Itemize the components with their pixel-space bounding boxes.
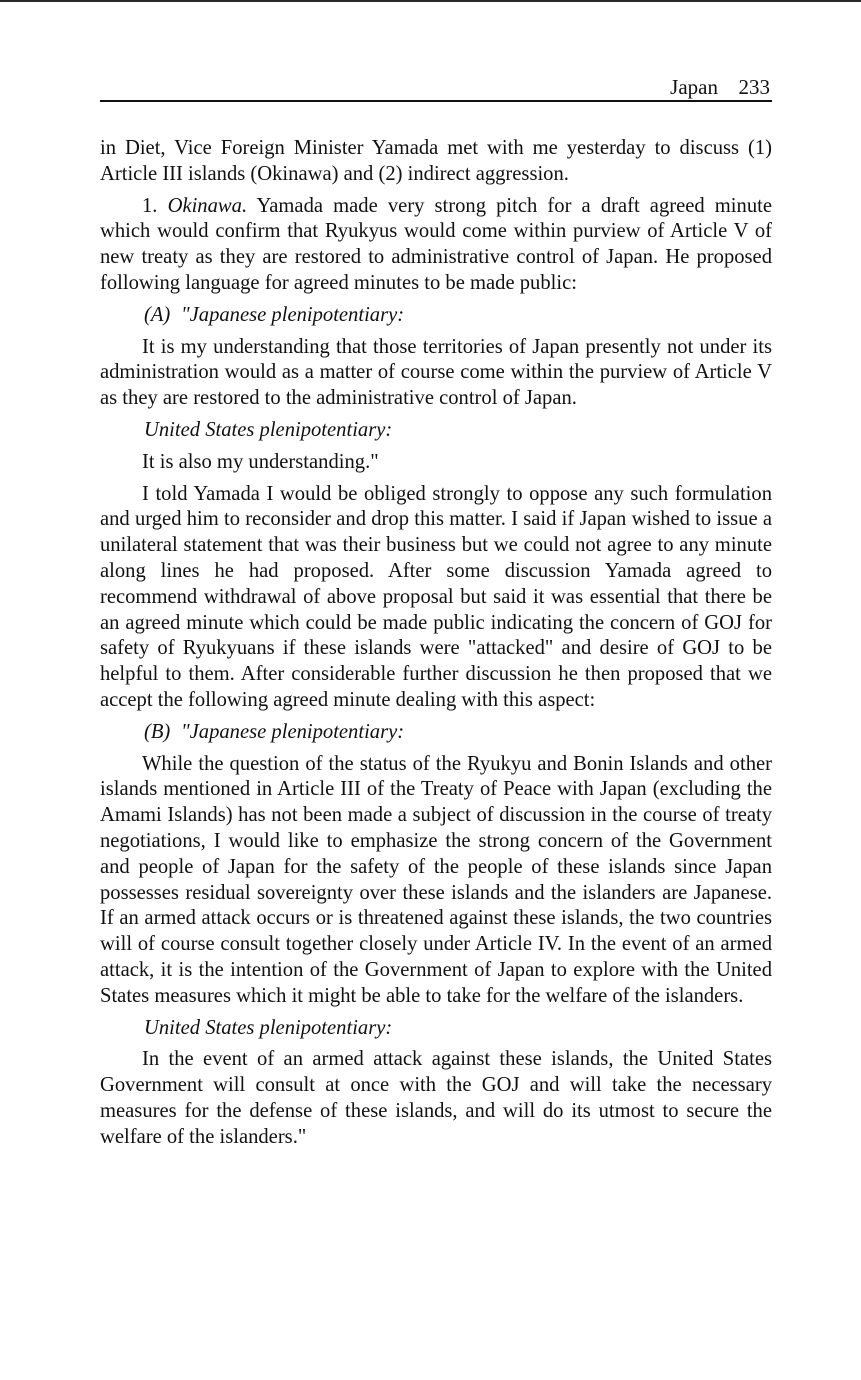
- running-header: [100, 74, 772, 102]
- paragraph-continuation: in Diet, Vice Foreign Minister Yamada met with me yesterday to discuss (1) Article III islands (Okinawa) and (2) indirect aggression.: [100, 137, 772, 185]
- paragraph-japan-statement-a: It is my understanding that those territories of Japan presently not under its administration would as a matter of course come within the purview of Article V as they are restored to the administrative control of Japan.: [100, 335, 772, 410]
- minute-letter-a: (A): [144, 303, 171, 326]
- paragraph-us-statement-a: It is also my understanding.": [142, 450, 379, 473]
- document-body: [100, 136, 772, 1156]
- minute-speaker-us-b: United States plenipotentiary:: [144, 1016, 393, 1039]
- paragraph-japan-statement-b: While the question of the status of the Ryukyu and Bonin Islands and other islands mentioned in Article III of the Treaty of Peace with Japan (excluding the Amami Islands) has not been made a subject of discussion in the course of treaty negotiations, I would like to emphasize the strong concern of the Government and people of Japan for the safety of the people of these islands since Japan possesses residual sovereignty over these islands and the islanders are Japanese. If an armed attack occurs or is threatened against these islands, the two countries will of course consult together closely under Article IV. In the event of an armed attack, it is the intention of the Government of Japan to explore with the United States measures which it might be able to take for the welfare of the islanders.: [100, 752, 772, 1007]
- minute-letter-b: (B): [144, 720, 171, 743]
- paragraph-us-statement-b: In the event of an armed attack against these islands, the United States Government will consult at once with the GOJ and will take the necessary measures for the defense of these islands, and will do its utmost to secure the welfare of the islanders.": [100, 1048, 772, 1148]
- item-number: 1.: [142, 194, 158, 217]
- minute-label-b: [100, 720, 772, 746]
- minute-label-a: [100, 303, 772, 329]
- minute-speaker-japan-b: "Japanese plenipotentiary:: [181, 720, 405, 743]
- minute-speaker-japan-a: "Japanese plenipotentiary:: [181, 303, 405, 326]
- paragraph-discussion: I told Yamada I would be obliged strongly to oppose any such formulation and urged him to reconsider and drop this matter. I said if Japan wished to issue a unilateral statement that was their business but we could not agree to any minute along lines he had proposed. After some discussion Yamada agreed to recommend withdrawal of above proposal but said it was essential that there be an agreed minute which could be made public indicating the concern of GOJ for safety of Ryukyuans if these islands were "attacked" and desire of GOJ to be helpful to them. After considerable further discussion he then proposed that we accept the following agreed minute dealing with this aspect:: [100, 482, 772, 711]
- paragraph-okinawa: [100, 194, 772, 297]
- minute-speaker-us-a: United States plenipotentiary:: [144, 418, 393, 441]
- item-title: Okinawa.: [167, 194, 248, 217]
- running-head-title: Japan: [670, 75, 718, 99]
- paragraph-okinawa-body: Yamada made very strong pitch for a draft agreed minute which would confirm that Ryukyus would come within purview of Article V of new treaty as they are restored to administrative control of Japan. He proposed following language for agreed minutes to be made public:: [100, 194, 772, 294]
- page-top-edge: [0, 0, 861, 2]
- page-number: 233: [738, 75, 770, 99]
